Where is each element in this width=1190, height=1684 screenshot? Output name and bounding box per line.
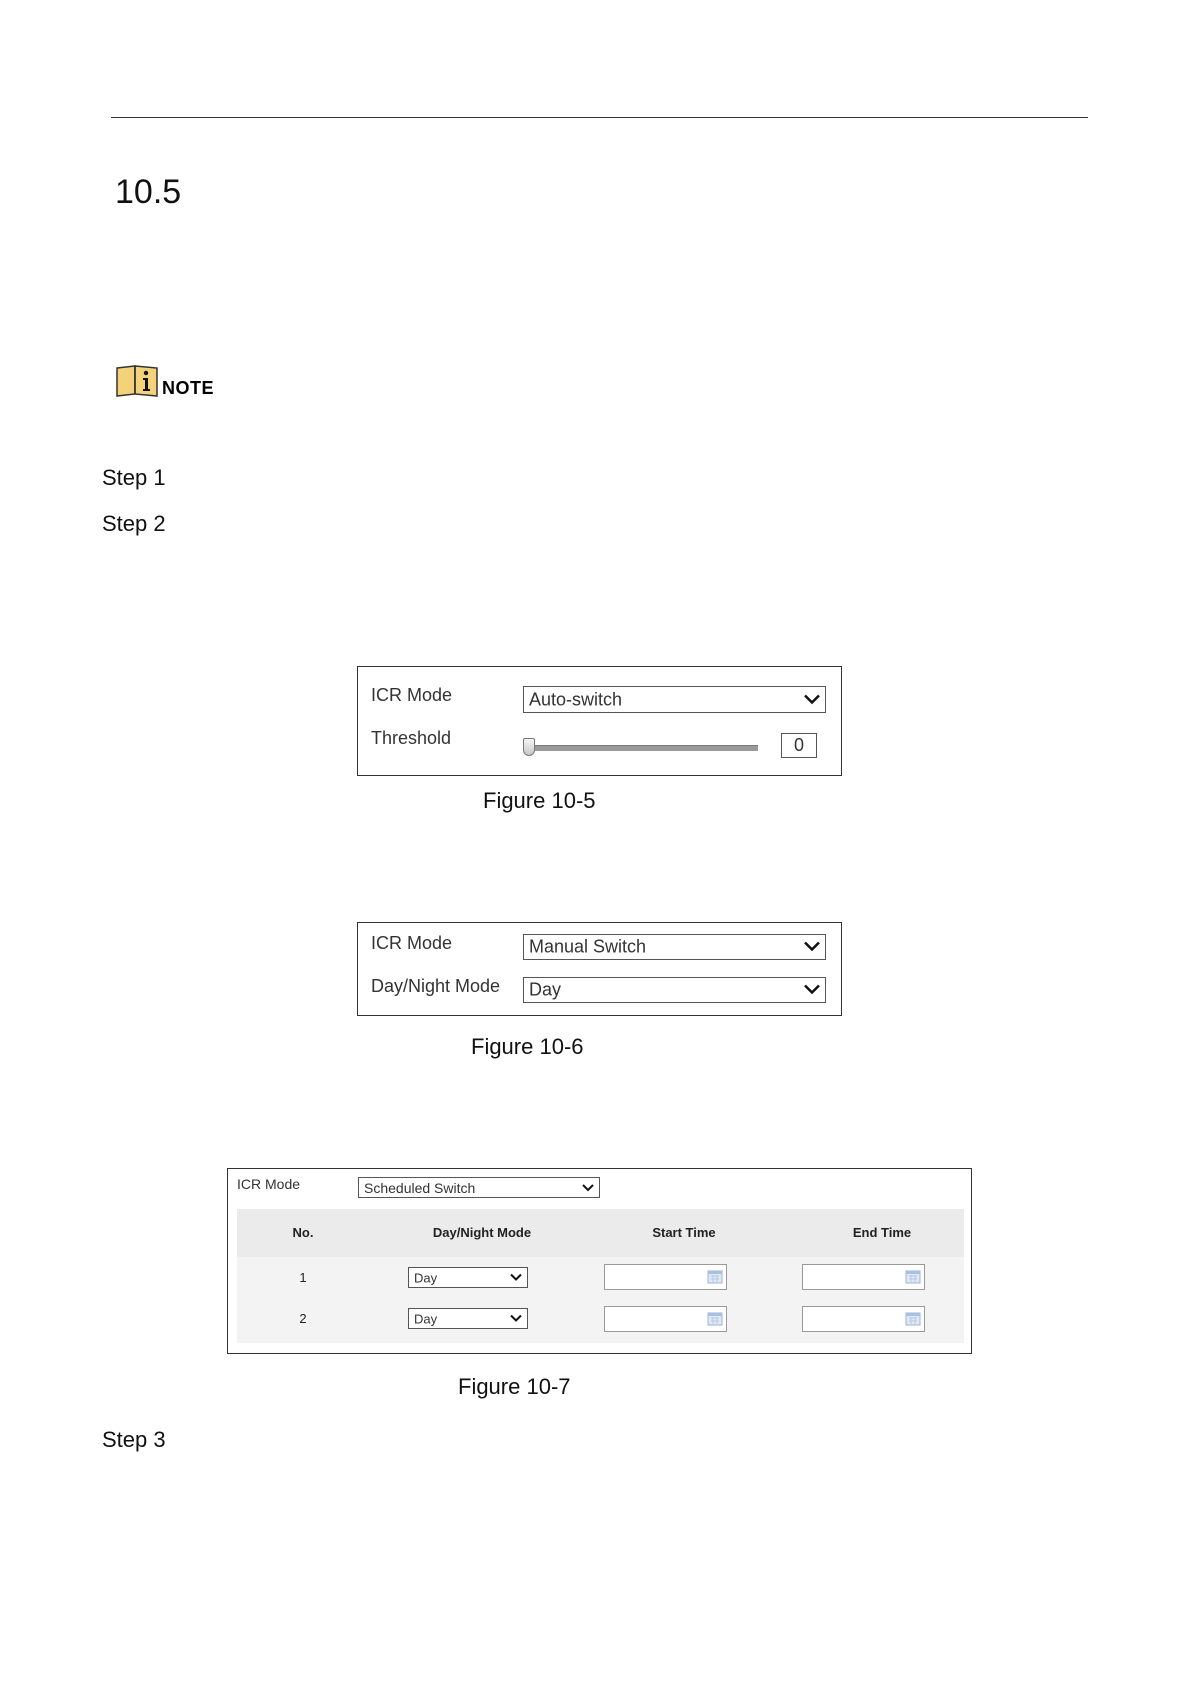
icr-mode-value: Scheduled Switch <box>364 1179 476 1196</box>
threshold-value-box[interactable] <box>781 733 817 758</box>
col-end-time: End Time <box>852 1225 912 1240</box>
step-1: Step 1 <box>102 465 166 490</box>
row-no: 2 <box>299 1311 307 1326</box>
threshold-label: Threshold <box>371 728 452 748</box>
step-2: Step 2 <box>102 511 166 536</box>
col-no: No. <box>292 1225 314 1240</box>
icr-mode-label: ICR Mode <box>371 933 453 953</box>
figure-10-7-caption: Figure 10-7 <box>458 1374 571 1399</box>
row-day-night-select[interactable] <box>408 1267 528 1288</box>
chevron-down-icon <box>803 689 821 710</box>
threshold-slider-handle[interactable] <box>523 738 535 756</box>
start-time-input[interactable] <box>604 1264 727 1290</box>
col-start-time: Start Time <box>652 1225 716 1240</box>
icr-mode-label: ICR Mode <box>371 685 453 705</box>
note-label: NOTE <box>162 378 215 398</box>
start-time-input[interactable] <box>604 1306 727 1332</box>
row-day-night-select[interactable] <box>408 1308 528 1329</box>
table-row <box>237 1300 964 1343</box>
chevron-down-icon <box>581 1180 595 1196</box>
chevron-down-icon <box>803 937 821 958</box>
day-night-mode-select[interactable] <box>523 977 826 1003</box>
icr-mode-label: ICR Mode <box>237 1176 301 1192</box>
calendar-icon[interactable] <box>707 1312 723 1326</box>
chevron-down-icon <box>803 980 821 1001</box>
figure-10-6-panel <box>357 922 842 1016</box>
note-info-icon <box>115 364 159 398</box>
row-day-night-value: Day <box>414 1311 438 1326</box>
calendar-icon[interactable] <box>905 1312 921 1326</box>
table-row <box>237 1257 964 1300</box>
icr-mode-value: Manual Switch <box>529 936 647 957</box>
header-rule <box>111 117 1088 118</box>
day-night-mode-value: Day <box>529 979 562 1000</box>
threshold-value: 0 <box>793 735 804 755</box>
row-no: 1 <box>299 1270 307 1285</box>
icr-mode-value: Auto-switch <box>529 689 623 709</box>
row-day-night-value: Day <box>414 1270 438 1285</box>
figure-10-7-panel <box>227 1168 972 1354</box>
schedule-table-header <box>237 1209 964 1257</box>
icr-mode-select[interactable] <box>523 934 826 960</box>
icr-mode-select[interactable] <box>358 1177 600 1198</box>
figure-10-6-caption: Figure 10-6 <box>471 1034 584 1059</box>
calendar-icon[interactable] <box>707 1270 723 1284</box>
chevron-down-icon <box>509 1270 523 1285</box>
end-time-input[interactable] <box>802 1306 925 1332</box>
section-number: 10.5 <box>115 173 182 211</box>
icr-mode-select[interactable] <box>523 686 826 713</box>
col-day-night-mode: Day/Night Mode <box>432 1225 532 1240</box>
schedule-table-body <box>237 1257 964 1343</box>
calendar-icon[interactable] <box>905 1270 921 1284</box>
figure-10-5-caption: Figure 10-5 <box>483 788 596 813</box>
chevron-down-icon <box>509 1311 523 1326</box>
end-time-input[interactable] <box>802 1264 925 1290</box>
threshold-slider-track[interactable] <box>524 745 758 751</box>
day-night-mode-label: Day/Night Mode <box>371 976 501 996</box>
step-3: Step 3 <box>102 1427 166 1452</box>
figure-10-5-panel <box>357 666 842 776</box>
